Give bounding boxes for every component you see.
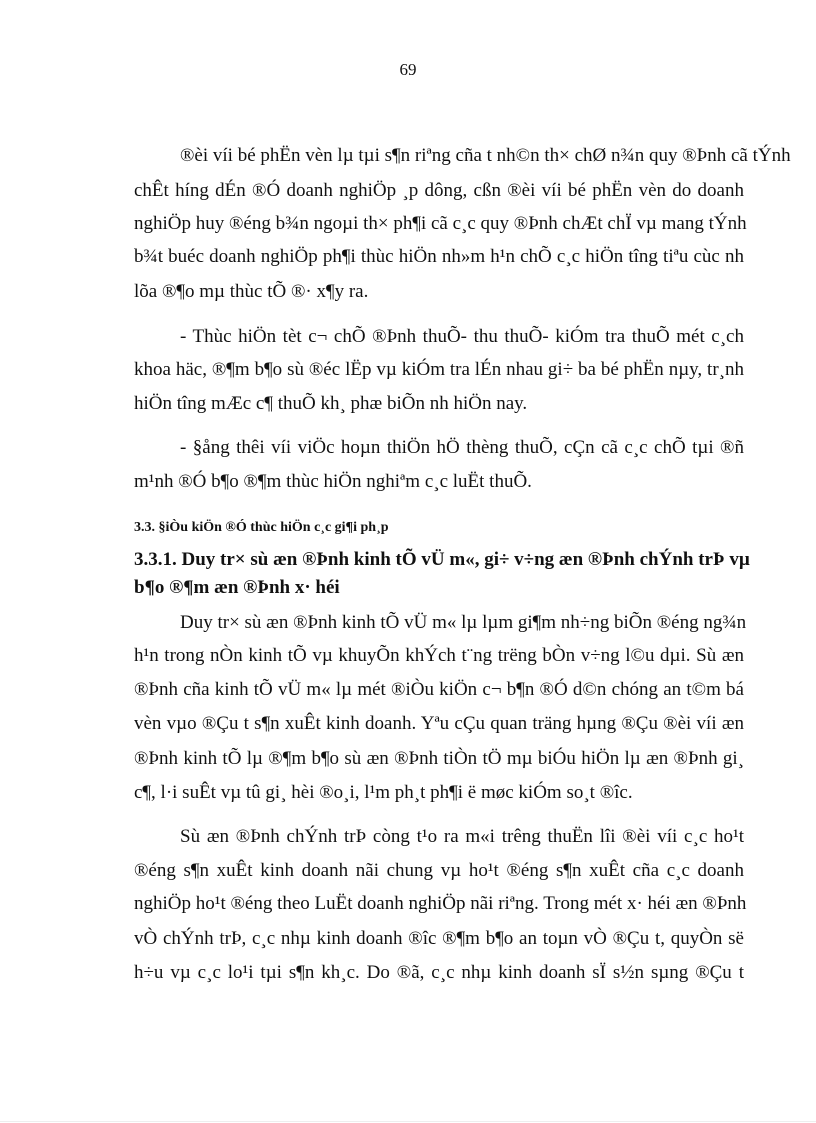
paragraph-4-line: vèn vµo ®Çu t s¶n xuÊt kinh doanh. Yªu cÇu quan träng hµng ®Çu ®èi víi æn — [134, 713, 744, 734]
paragraph-5-line: h÷u vµ c¸c lo¹i tµi s¶n kh¸c. Do ®ã, c¸c nhµ kinh doanh sÏ s½n sµng ®Çu t — [134, 962, 744, 983]
paragraph-4-line: c¶, l·i suÊt vµ tû gi¸ hèi ®o¸i, l¹m ph¸t ph¶i ë møc kiÓm so¸t ®îc. — [134, 782, 633, 803]
paragraph-5-line: Sù æn ®Þnh chÝnh trÞ còng t¹o ra m«i trêng thuËn lîi ®èi víi c¸c ho¹t — [180, 826, 744, 847]
section-heading: 3.3. §iÒu kiÖn ®Ó thùc hiÖn c¸c gi¶i ph¸p — [134, 520, 389, 535]
paragraph-5-line: vÒ chÝnh trÞ, c¸c nhµ kinh doanh ®îc ®¶m b¶o an toµn vÒ ®Çu t, quyÒn së — [134, 928, 744, 949]
paragraph-4-line: ®Þnh kinh tÕ lµ ®¶m b¶o sù æn ®Þnh tiÒn tÖ mµ biÓu hiÖn lµ æn ®Þnh gi¸ — [134, 748, 744, 769]
paragraph-5-line: ®éng s¶n xuÊt kinh doanh nãi chung vµ ho¹t ®éng s¶n xuÊt cña c¸c doanh — [134, 860, 744, 881]
paragraph-4-line: ®Þnh cña kinh tÕ vÜ m« lµ mét ®iÒu kiÖn c¬ b¶n ®Ó d©n chóng an t©m bá — [134, 679, 744, 700]
paragraph-1-line: lõa ®¶o mµ thùc tÕ ®· x¶y ra. — [134, 281, 369, 302]
page-bottom-edge — [0, 1121, 816, 1122]
paragraph-5-line: nghiÖp ho¹t ®éng theo LuËt doanh nghiÖp nãi riªng. Trong mét x· héi æn ®Þnh — [134, 893, 747, 914]
paragraph-3-line: m¹nh ®Ó b¶o ®¶m thùc hiÖn nghiªm c¸c luËt thuÕ. — [134, 471, 532, 492]
paragraph-1-line: b¾t buéc doanh nghiÖp ph¶i thùc hiÖn nh»m h¹n chÕ c¸c hiÖn tîng tiªu cùc nh — [134, 246, 744, 267]
paragraph-1-line: chÊt híng dÉn ®Ó doanh nghiÖp ¸p dông, cßn ®èi víi bé phËn vèn do doanh — [134, 180, 744, 201]
subsection-heading-line: 3.3.1. Duy tr× sù æn ®Þnh kinh tÕ vÜ m«, gi÷ v÷ng æn ®Þnh chÝnh trÞ vµ — [134, 549, 750, 570]
page-number: 69 — [399, 60, 417, 79]
paragraph-2-line: hiÖn tîng mÆc c¶ thuÕ kh¸ phæ biÕn nh hiÖn nay. — [134, 393, 528, 414]
paragraph-2-line: khoa häc, ®¶m b¶o sù ®éc lËp vµ kiÓm tra lÉn nhau gi÷ ba bé phËn nµy, tr¸nh — [134, 359, 744, 380]
paragraph-1-line: ®èi víi bé phËn vèn lµ tµi s¶n riªng cña t nh©n th× chØ n¾n quy ®Þnh cã tÝnh — [180, 145, 791, 166]
paragraph-4-line: h¹n trong nÒn kinh tÕ vµ khuyÕn khÝch t¨ng trëng bÒn v÷ng l©u dµi. Sù æn — [134, 645, 744, 666]
subsection-heading-line: b¶o ®¶m æn ®Þnh x· héi — [134, 577, 340, 598]
paragraph-2-line: - Thùc hiÖn tèt c¬ chÕ ®Þnh thuÕ- thu thuÕ- kiÓm tra thuÕ mét c¸ch — [180, 326, 744, 347]
paragraph-1-line: nghiÖp huy ®éng b¾n ngoµi th× ph¶i cã c¸c quy ®Þnh chÆt chÏ vµ mang tÝnh — [134, 213, 747, 234]
paragraph-3-line: - §ång thêi víi viÖc hoµn thiÖn hÖ thèng thuÕ, cÇn cã c¸c chÕ tµi ®ñ — [180, 437, 744, 458]
paragraph-4-line: Duy tr× sù æn ®Þnh kinh tÕ vÜ m« lµ lµm gi¶m nh÷ng biÕn ®éng ng¾n — [180, 612, 747, 633]
